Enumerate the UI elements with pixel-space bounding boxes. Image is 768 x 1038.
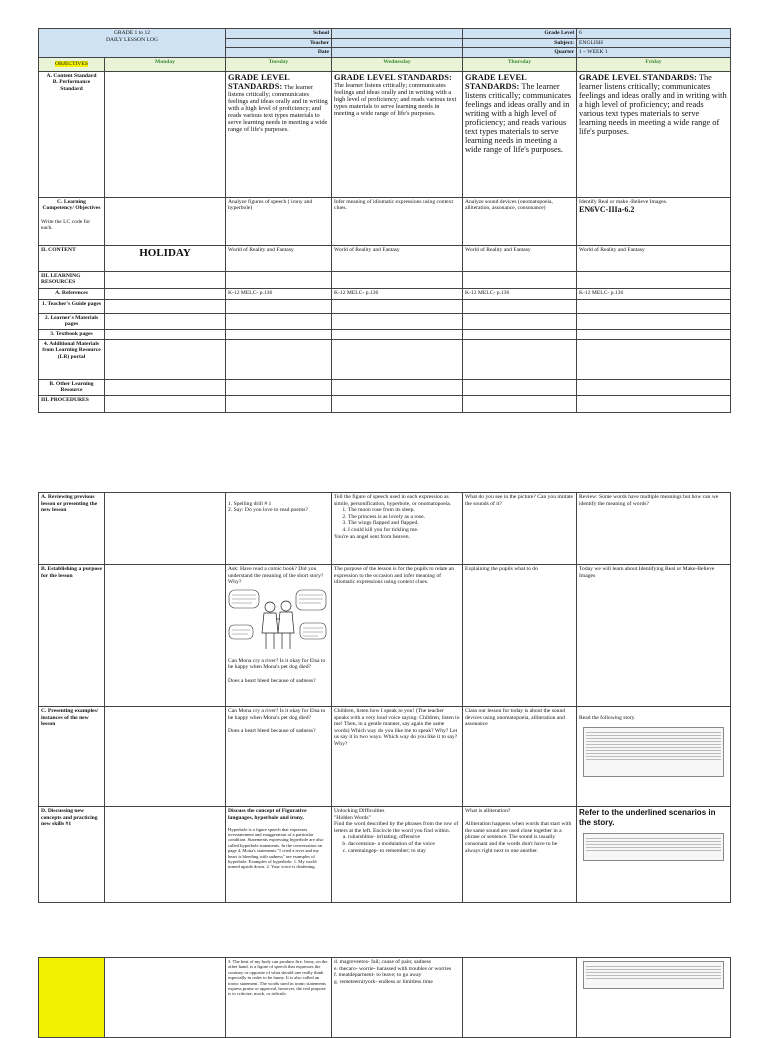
establishing-label: B. Establishing a purpose for the lesson <box>39 565 105 707</box>
discussing-wednesday: Unlocking Difficulties "Hidden Words" Find the word described by the phrases from the row of letters at the left. Encircle the word you find within. a. ruharshlmo- irritating; offensive b. daccentsion- a modulation of the voice c. caremaingep- to remember; to stay <box>332 807 463 903</box>
reviewing-friday: Review: Some words have multiple meanings but how can we identify the meaning of words? <box>577 493 731 565</box>
story-excerpt-image-2 <box>583 833 724 861</box>
discussing-thursday: What is alliteration? Alliteration happens when words that start with the same sound are used close together in a phrase or sentence. The sound is usually consonant and the words don't have to be always right next to one another. <box>463 807 577 903</box>
list-item: c. caremaingep- to remember; to stay <box>348 848 460 855</box>
competency-row-label: C. Learning Competency/ Objectives Write the LC code for each. <box>39 197 105 245</box>
establishing-thursday: Explaining the pupils what to do <box>463 565 577 707</box>
teacher-value[interactable] <box>332 38 463 48</box>
story-excerpt-image-3 <box>583 961 724 989</box>
comic-illustration <box>228 589 328 655</box>
lesson-log-table-1 <box>38 28 731 413</box>
establishing-monday <box>105 565 226 707</box>
subject-value[interactable]: ENGLISH <box>577 38 731 48</box>
story-excerpt-image <box>583 727 724 777</box>
day-wednesday: Wednesday <box>332 57 463 71</box>
content-friday: World of Reality and Fantasy <box>577 245 731 271</box>
content-thursday: World of Reality and Fantasy <box>463 245 577 271</box>
textbook-label: 3. Textbook pages <box>39 329 105 339</box>
competency-monday <box>105 197 226 245</box>
additional-materials-label: 4. Additional Materials from Learning Resource (LR) portal <box>39 339 105 379</box>
lesson-log-table-2 <box>38 492 731 903</box>
establishing-tuesday: Ask: Have read a comic book? Did you understand the meaning of the short story? Why? Can Mona cry a river? Is it okay for Elsa to be happy when Mona's pet dog died? Does a heart bleed because of sadness? <box>226 565 332 707</box>
subject-label: Subject: <box>463 38 577 48</box>
content-wednesday: World of Reality and Fantasy <box>332 245 463 271</box>
reviewing-tuesday: 1. Spelling drill # 1 2. Say: Do you love to read poems? <box>226 493 332 565</box>
teachers-guide-label: 1. Teacher's Guide pages <box>39 299 105 313</box>
quarter-value[interactable]: 1 – WEEK 1 <box>577 48 731 58</box>
lesson-log-table-3 <box>38 957 731 1038</box>
discussing-friday: Refer to the underlined scenarios in the story. <box>577 807 731 903</box>
learning-resources-label: III. LEARNING RESOURCES <box>39 271 105 288</box>
procedures-label: III. PROCEDURES <box>39 395 105 412</box>
reviewing-thursday: What do you see in the picture? Can you imitate the sounds of it? <box>463 493 577 565</box>
presenting-tuesday: Can Mona cry a river? Is it okay for Elsa to be happy when Mona's pet dog died? Does a heart bleed because of sadness? <box>226 707 332 807</box>
day-thursday: Thursday <box>463 57 577 71</box>
continued-friday <box>577 958 731 1038</box>
list-item: 3. The wings flapped and flapped. <box>348 520 460 527</box>
content-tuesday: World of Reality and Fantasy <box>226 245 332 271</box>
continued-thursday <box>463 958 577 1038</box>
standards-friday: GRADE LEVEL STANDARDS: The learner listens critically; communicates feelings and ideas orally and in writing with a high level of proficiency; and reads various text types materials to serve learning needs in meeting a wide range of life's purposes. <box>577 71 731 197</box>
teacher-label: Teacher <box>226 38 332 48</box>
grade-level-value[interactable]: 6 <box>577 29 731 39</box>
presenting-thursday: Class our lesson for today is about the sound devices using onomatopoeia, alliteration and assonance <box>463 707 577 807</box>
continued-tuesday: 3. The heat of my body can produce fire. Irony, on the other hand, is a figure of speech that expresses the contrary or opposite of what should one really think especially in order to be funny. It is also called an ironic statement. The words used in ironic statements express praise or approval, however, the real purpose is to criticize, mock, or ridicule. <box>226 958 332 1038</box>
establishing-wednesday: The purpose of the lesson is for the pupils to relate an expression to the occasion and infer meaning of idiomatic expressions using context clues. <box>332 565 463 707</box>
grade-range: GRADE 1 to 12 DAILY LESSON LOG <box>39 29 226 58</box>
discussing-label: D. Discussing new concepts and practicing new skills #1 <box>39 807 105 903</box>
objectives-heading: OBJECTIVES <box>39 57 105 71</box>
list-item: 2. The princess is as lovely as a rose. <box>348 514 460 521</box>
continued-monday <box>105 958 226 1038</box>
learners-materials-label: 2. Learner's Materials pages <box>39 313 105 329</box>
references-friday: K-12 MELC- p.136 <box>577 288 731 299</box>
quarter-label: Quarter <box>463 48 577 58</box>
grade-level-label: Grade Level <box>463 29 577 39</box>
date-value[interactable] <box>332 48 463 58</box>
references-tuesday: K-12 MELC- p.136 <box>226 288 332 299</box>
page-1 <box>0 0 768 440</box>
references-monday <box>105 288 226 299</box>
list-item: 4. I could kill you for tickling me. <box>348 527 460 534</box>
day-friday: Friday <box>577 57 731 71</box>
competency-thursday: Analyze sound devices (onomatopoeia, alliteration, assonance, consonance) <box>463 197 577 245</box>
other-resources-label: B. Other Learning Resource <box>39 379 105 395</box>
standards-monday <box>105 71 226 197</box>
establishing-friday: Today we will learn about Identifying Real or Make-Believe Images <box>577 565 731 707</box>
day-monday: Monday <box>105 57 226 71</box>
competency-wednesday: Infer meaning of idiomatic expressions using context clues. <box>332 197 463 245</box>
page-2 <box>0 490 768 910</box>
references-thursday: K-12 MELC- p.136 <box>463 288 577 299</box>
standards-row-label: A. Content Standard B. Performance Standard <box>39 71 105 197</box>
school-value[interactable] <box>332 29 463 39</box>
day-tuesday: Tuesday <box>226 57 332 71</box>
standards-thursday: GRADE LEVEL STANDARDS: The learner listens critically; communicates feelings and ideas orally and in writing with a high level of proficiency; and reads various text types materials to serve learning needs in meeting a wide range of life's purposes. <box>463 71 577 197</box>
discussing-monday <box>105 807 226 903</box>
reviewing-monday <box>105 493 226 565</box>
continued-label <box>39 958 105 1038</box>
date-label: Date <box>226 48 332 58</box>
content-row-label: II. CONTENT <box>39 245 105 271</box>
references-label: A. References <box>39 288 105 299</box>
competency-friday: Identify Real or make -Believe Images. EN6VC-IIIa-6.2 <box>577 197 731 245</box>
list-item: b. daccentsion- a modulation of the voice <box>348 841 460 848</box>
competency-tuesday: Analyze figures of speech ( irony and hyperbole) <box>226 197 332 245</box>
standards-wednesday: GRADE LEVEL STANDARDS: The learner listens critically; communicates feelings and ideas orally and in writing with a high level of proficiency; and reads various text types materials to serve learning needs in meeting a wide range of life's purposes. <box>332 71 463 197</box>
presenting-monday <box>105 707 226 807</box>
list-item: a. ruharshlmo- irritating; offensive <box>348 834 460 841</box>
reviewing-wednesday: Tell the figure of speech used in each expression as simile, personification, hyperbole, or onomatopoeia. 1. The moon rose from its sleep. 2. The princess is as lovely as a rose. 3. The wings flapped and flapped. 4. I could kill you for tickling me. You're an angel sent from heaven. <box>332 493 463 565</box>
school-label: School <box>226 29 332 39</box>
list-item: 1. The moon rose from its sleep. <box>348 507 460 514</box>
content-monday: HOLIDAY <box>105 245 226 271</box>
standards-tuesday: GRADE LEVEL STANDARDS: The learner listens critically; communicates feelings and ideas orally and in writing with a high level of proficiency; and reads various text types materials to serve learning needs in meeting a wide range of life's purposes. <box>226 71 332 197</box>
presenting-label: C. Presenting examples/ instances of the new lesson <box>39 707 105 807</box>
reviewing-label: A. Reviewing previous lesson or presenting the new lesson <box>39 493 105 565</box>
discussing-tuesday: Discuss the concept of Figurative languages, hyperbole and irony. Hyperbole is a figure speech that expresses overstatement and exaggeration of a particular condition. Statements expressing hyperbole are also called hyperbole statements. In the conversation on page 4, Mona's statements "I cried a river and my heart is bleeding with sadness" are examples of hyperbole. Examples of hyperbole: 1. My world turned upside down. 2. Your voice is deafening. <box>226 807 332 903</box>
page-3 <box>0 955 768 1024</box>
presenting-wednesday: Children, listen how I speak to you! (The teacher speaks with a very loud voice saying: Children, listen to me! Then, in a gentle manner, say again the same words) Which way do you like me to speak? Why? Let us say it in two ways. Which way do you like it to say? Why? <box>332 707 463 807</box>
presenting-friday: Read the following story. <box>577 707 731 807</box>
continued-wednesday: d. magreveetos- fail; cause of pain; sadness e. thecaro- worrie- harassed with troubles or worries f. meatdeparment- to leave; to go away g. remeteernityork- endless or limitless time <box>332 958 463 1038</box>
references-wednesday: K-12 MELC- p.136 <box>332 288 463 299</box>
